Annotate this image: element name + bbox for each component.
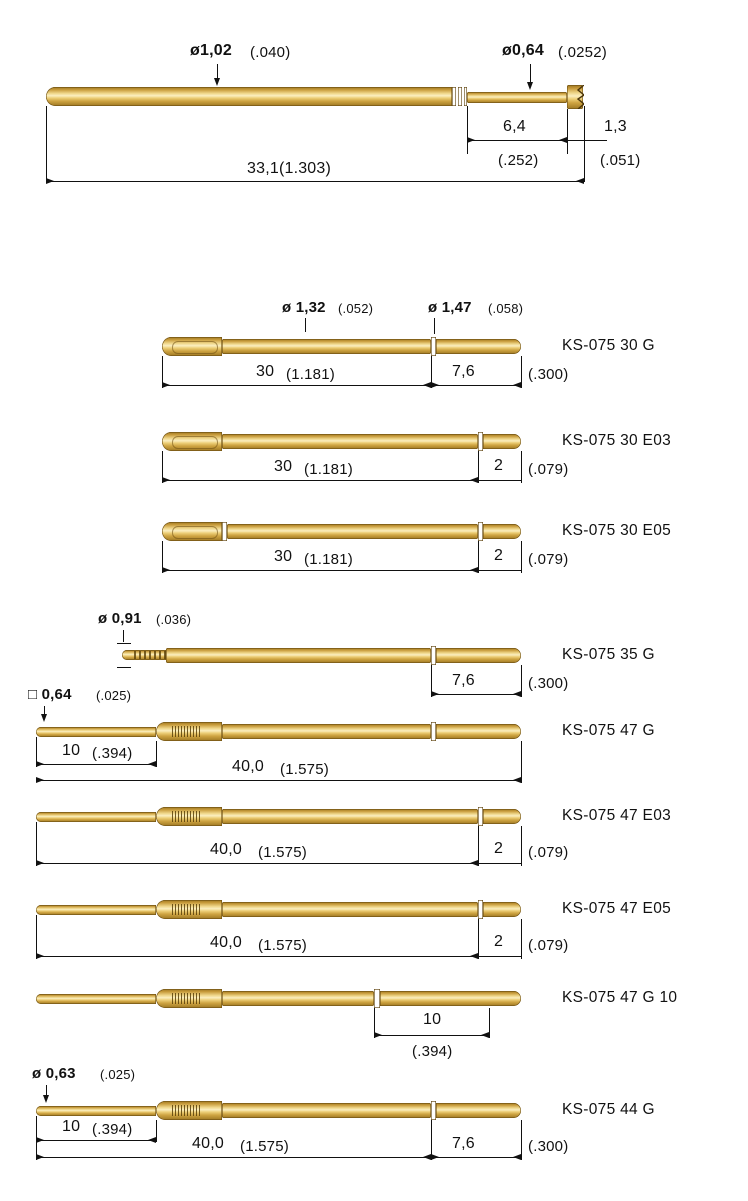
v3-part-name: KS-075 30 E05 [562, 522, 672, 539]
v8-barrel-knurl [172, 993, 200, 1004]
v9-part-name: KS-075 44 G [562, 1101, 655, 1118]
v7-dim2-line [478, 956, 521, 957]
v9-plunger [436, 1103, 521, 1118]
v5-square-arrow [41, 714, 47, 722]
v2-barrel-crimp [172, 436, 218, 449]
v9-dim40-arrow-l [36, 1154, 44, 1160]
top-dim64-ext-left [467, 106, 468, 154]
v9-dim76-inch: (.300) [528, 1138, 569, 1155]
v7-part-name: KS-075 47 E05 [562, 900, 672, 917]
top-dia-shaft-arrow [214, 78, 220, 86]
v7-dim40-arrow-r [470, 953, 478, 959]
v2-dim30-label: 30 [274, 458, 293, 475]
v4-dim76-ext-r [521, 665, 522, 697]
v7-barrel-knurl [172, 904, 200, 915]
v7-tail [36, 905, 156, 915]
v5-dim40-inch: (1.575) [280, 761, 329, 778]
v4-dim76-line [431, 694, 521, 695]
v2-dim2-line [478, 480, 521, 481]
v2-dim30-arrow-l [162, 477, 170, 483]
v1-dim30-line [162, 385, 431, 386]
v9-dim76-label: 7,6 [452, 1135, 475, 1152]
v4-dia-label: ø 0,91 [98, 610, 142, 627]
v5-shaft [222, 724, 431, 739]
v4-dia-tick-top [117, 643, 131, 644]
v5-dim40-label: 40,0 [232, 758, 264, 775]
top-dim13-label: 1,3 [604, 118, 627, 135]
v9-dim76-ext-r [521, 1120, 522, 1160]
v6-dim2-ext-r [521, 826, 522, 866]
v9-dim10-label: 10 [62, 1118, 81, 1135]
v7-dim40-label: 40,0 [210, 934, 242, 951]
v5-dim10-inch: (.394) [92, 745, 133, 762]
v8-plunger [380, 991, 521, 1006]
v5-dim40-arrow-r [513, 777, 521, 783]
v9-shaft [222, 1103, 431, 1118]
v2-part-name: KS-075 30 E03 [562, 432, 672, 449]
top-dim64-line [467, 140, 567, 141]
top-total-ext-left [46, 106, 47, 182]
v9-dia-inch: (.025) [100, 1067, 136, 1082]
v1-dia2-leader [434, 318, 435, 334]
v9-dim40-label: 40,0 [192, 1135, 224, 1152]
v8-dim10-line [374, 1035, 489, 1036]
v5-dim40-ext-r [521, 741, 522, 783]
v3-shaft [227, 524, 478, 539]
top-probe-crown-teeth [573, 85, 584, 109]
v9-dim10-inch: (.394) [92, 1121, 133, 1138]
v4-part-name: KS-075 35 G [562, 646, 655, 663]
v6-dim40-ext-r [478, 826, 479, 866]
v7-dim40-arrow-l [36, 953, 44, 959]
v1-dim76-inch: (.300) [528, 366, 569, 383]
v6-tail [36, 812, 156, 822]
v8-dim10-arrow-r [481, 1032, 489, 1038]
v3-dim2-inch: (.079) [528, 551, 569, 568]
v5-dim40-arrow-l [36, 777, 44, 783]
v6-dim2-line [478, 863, 521, 864]
v1-dia2-inch: (.058) [488, 301, 524, 316]
v8-dim10-inch: (.394) [412, 1043, 453, 1060]
top-probe-band-2 [458, 87, 462, 106]
v1-dim30-inch: (1.181) [286, 366, 335, 383]
v5-dim10-line [36, 764, 156, 765]
v7-shaft [222, 902, 478, 917]
top-probe-plunger [467, 92, 567, 103]
v1-dim76-line [431, 385, 521, 386]
top-probe-shaft [46, 87, 452, 106]
v5-barrel-knurl [172, 726, 200, 737]
v8-dim10-label: 10 [423, 1011, 442, 1028]
top-dia-shaft-label: ø1,02 [190, 42, 232, 59]
v2-dim30-arrow-r [470, 477, 478, 483]
v5-dim40-line [36, 780, 521, 781]
top-dia-tip-label: ø0,64 [502, 42, 544, 59]
top-dim64-label: 6,4 [503, 118, 526, 135]
v3-barrel-crimp [172, 526, 218, 539]
v1-dia1-leader [305, 318, 306, 332]
v6-dim40-arrow-r [470, 860, 478, 866]
v2-dim30-ext-r [478, 451, 479, 483]
top-total-ext-right [584, 154, 585, 182]
v4-knurl [134, 651, 168, 659]
v6-barrel-knurl [172, 811, 200, 822]
v4-dim76-inch: (.300) [528, 675, 569, 692]
v7-dim2-inch: (.079) [528, 937, 569, 954]
top-total-line [46, 181, 584, 182]
v1-dim30-arrow-r [423, 382, 431, 388]
v9-dim10-ext-r [156, 1120, 157, 1142]
v9-dim10-arrow-r [148, 1137, 156, 1143]
v6-dim40-inch: (1.575) [258, 844, 307, 861]
v3-dim30-arrow-l [162, 567, 170, 573]
v5-square-inch: (.025) [96, 688, 132, 703]
v1-dim76-ext-r [521, 356, 522, 388]
v3-dim2-label: 2 [494, 547, 504, 564]
top-probe-band-1 [452, 87, 456, 106]
v3-dim30-line [162, 570, 478, 571]
v5-dim10-label: 10 [62, 742, 81, 759]
v4-dia-tick-bot [117, 667, 131, 668]
v9-dim76-arrow-l [431, 1154, 439, 1160]
v4-dim76-label: 7,6 [452, 672, 475, 689]
v2-plunger [483, 434, 521, 449]
top-dia-tip-inch: (.0252) [558, 44, 607, 61]
v1-dia1-label: ø 1,32 [282, 299, 326, 316]
v9-dim40-inch: (1.575) [240, 1138, 289, 1155]
v3-dim30-arrow-r [470, 567, 478, 573]
v9-dia-arrow [43, 1095, 49, 1103]
top-dim13-ext-right [584, 106, 585, 154]
v6-part-name: KS-075 47 E03 [562, 807, 672, 824]
v9-dia-label: ø 0,63 [32, 1065, 76, 1082]
v1-part-name: KS-075 30 G [562, 337, 655, 354]
v3-dim2-ext-r [521, 541, 522, 573]
v2-dim30-inch: (1.181) [304, 461, 353, 478]
top-total-label: 33,1(1.303) [247, 160, 332, 177]
v7-dim2-label: 2 [494, 933, 504, 950]
v6-dim40-label: 40,0 [210, 841, 242, 858]
v1-dim76-arrow-l [431, 382, 439, 388]
v9-barrel-knurl [172, 1105, 200, 1116]
v3-dim30-inch: (1.181) [304, 551, 353, 568]
v2-dim2-inch: (.079) [528, 461, 569, 478]
v2-dim2-ext-r [521, 451, 522, 483]
top-dim64-inch: (.252) [498, 152, 539, 169]
v9-dim40-line [36, 1157, 431, 1158]
v1-shaft [222, 339, 431, 354]
v9-dim10-arrow-l [36, 1137, 44, 1143]
v3-dim30-label: 30 [274, 548, 293, 565]
v1-dim30-label: 30 [256, 363, 275, 380]
v5-dim10-arrow-l [36, 761, 44, 767]
v5-tail [36, 727, 156, 737]
v4-plunger [436, 648, 521, 663]
v3-dim2-line [478, 570, 521, 571]
top-dim64-arrow-left [467, 137, 475, 143]
v8-shaft [222, 991, 374, 1006]
v8-dim10-arrow-l [374, 1032, 382, 1038]
top-dim64-ext-right [567, 109, 568, 154]
top-dim13-line [567, 140, 607, 141]
v4-shaft [166, 648, 431, 663]
v6-plunger [483, 809, 521, 824]
top-total-arrow-right [576, 178, 584, 184]
v9-tail [36, 1106, 156, 1116]
v4-dim76-arrow-r [513, 691, 521, 697]
top-dia-shaft-inch: (.040) [250, 44, 291, 61]
v5-part-name: KS-075 47 G [562, 722, 655, 739]
v1-dim76-label: 7,6 [452, 363, 475, 380]
v8-dim10-ext-r [489, 1008, 490, 1038]
v5-square-label: □ 0,64 [28, 686, 72, 703]
v1-dim30-arrow-l [162, 382, 170, 388]
v1-plunger [436, 339, 521, 354]
v5-dim10-ext-r [156, 741, 157, 767]
v4-dia-leader [123, 630, 124, 642]
v4-dim76-arrow-l [431, 691, 439, 697]
v7-plunger [483, 902, 521, 917]
top-dia-tip-leader [530, 64, 531, 84]
v8-part-name: KS-075 47 G 10 [562, 989, 678, 1006]
v2-shaft [222, 434, 478, 449]
v5-plunger [436, 724, 521, 739]
v1-barrel-crimp [172, 341, 218, 354]
v9-dim40-arrow-r [423, 1154, 431, 1160]
v1-dia1-inch: (.052) [338, 301, 374, 316]
v3-plunger [483, 524, 521, 539]
top-total-arrow-left [46, 178, 54, 184]
v6-dim40-arrow-l [36, 860, 44, 866]
v6-dim2-label: 2 [494, 840, 504, 857]
v7-dim2-ext-r [521, 919, 522, 959]
v1-dim76-arrow-r [513, 382, 521, 388]
v7-dim40-ext-r [478, 919, 479, 959]
v3-dim30-ext-r [478, 541, 479, 573]
v2-dim30-line [162, 480, 478, 481]
top-dim64-arrow-right [559, 137, 567, 143]
top-dim13-inch: (.051) [600, 152, 641, 169]
v6-dim2-inch: (.079) [528, 844, 569, 861]
v6-shaft [222, 809, 478, 824]
v7-dim40-inch: (1.575) [258, 937, 307, 954]
v8-tail [36, 994, 156, 1004]
v2-dim2-label: 2 [494, 457, 504, 474]
v9-dim76-arrow-r [513, 1154, 521, 1160]
top-dia-tip-arrow [527, 82, 533, 90]
v5-dim10-arrow-r [148, 761, 156, 767]
v1-dia2-label: ø 1,47 [428, 299, 472, 316]
v9-dim76-line [431, 1157, 521, 1158]
v4-dia-inch: (.036) [156, 612, 192, 627]
v7-dim40-line [36, 956, 478, 957]
v6-dim40-line [36, 863, 478, 864]
v9-dim10-line [36, 1140, 156, 1141]
